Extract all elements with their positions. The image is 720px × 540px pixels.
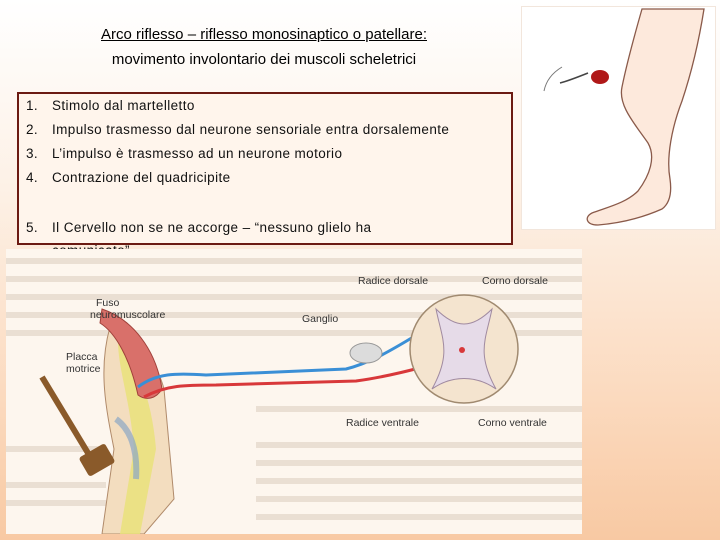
hammer-handle [560,73,588,83]
title-line-2: movimento involontario dei muscoli scheletrici [111,51,417,68]
step-number: 5. [26,220,39,235]
step-text: Stimolo dal martelletto [52,98,195,113]
synapse-dot [459,347,465,353]
step-item [26,98,195,113]
step-text: Contrazione del quadricipite [52,170,231,185]
label-radice-dorsale: Radice dorsale [358,275,429,287]
leg-shape [587,9,704,225]
step-item [26,170,231,185]
step-item [26,146,342,161]
leg-drawing [522,7,715,229]
hand-outline [544,67,562,91]
leg-illustration-panel [521,6,716,230]
step-text: Il Cervello non se ne accorge – “nessuno glielo ha [52,220,372,235]
step-number: 3. [26,146,39,161]
step-number: 2. [26,122,39,137]
step-number: 1. [26,98,39,113]
step-number: 4. [26,170,39,185]
hammer-head [591,70,609,84]
step-item [26,122,449,137]
step-text: Impulso trasmesso dal neurone sensoriale entra dorsalemente [52,122,450,137]
reflex-arc-drawing [6,249,582,534]
label-fuso: Fuso [96,297,120,309]
label-motrice: motrice [66,363,101,375]
label-corno-dorsale: Corno dorsale [482,275,548,287]
label-placca: Placca [66,351,98,363]
label-corno-ventrale: Corno ventrale [478,417,547,429]
label-ganglio: Ganglio [302,313,339,325]
slide-title [60,22,468,72]
title-line-1: Arco riflesso – riflesso monosinaptico o patellare: [101,26,427,43]
label-neuromuscolare: neuromuscolare [90,309,166,321]
label-radice-ventrale: Radice ventrale [346,417,419,429]
ganglion-shape [350,343,382,363]
step-text: L’impulso è trasmesso ad un neurone motorio [52,146,343,161]
reflex-arc-diagram [6,249,582,534]
